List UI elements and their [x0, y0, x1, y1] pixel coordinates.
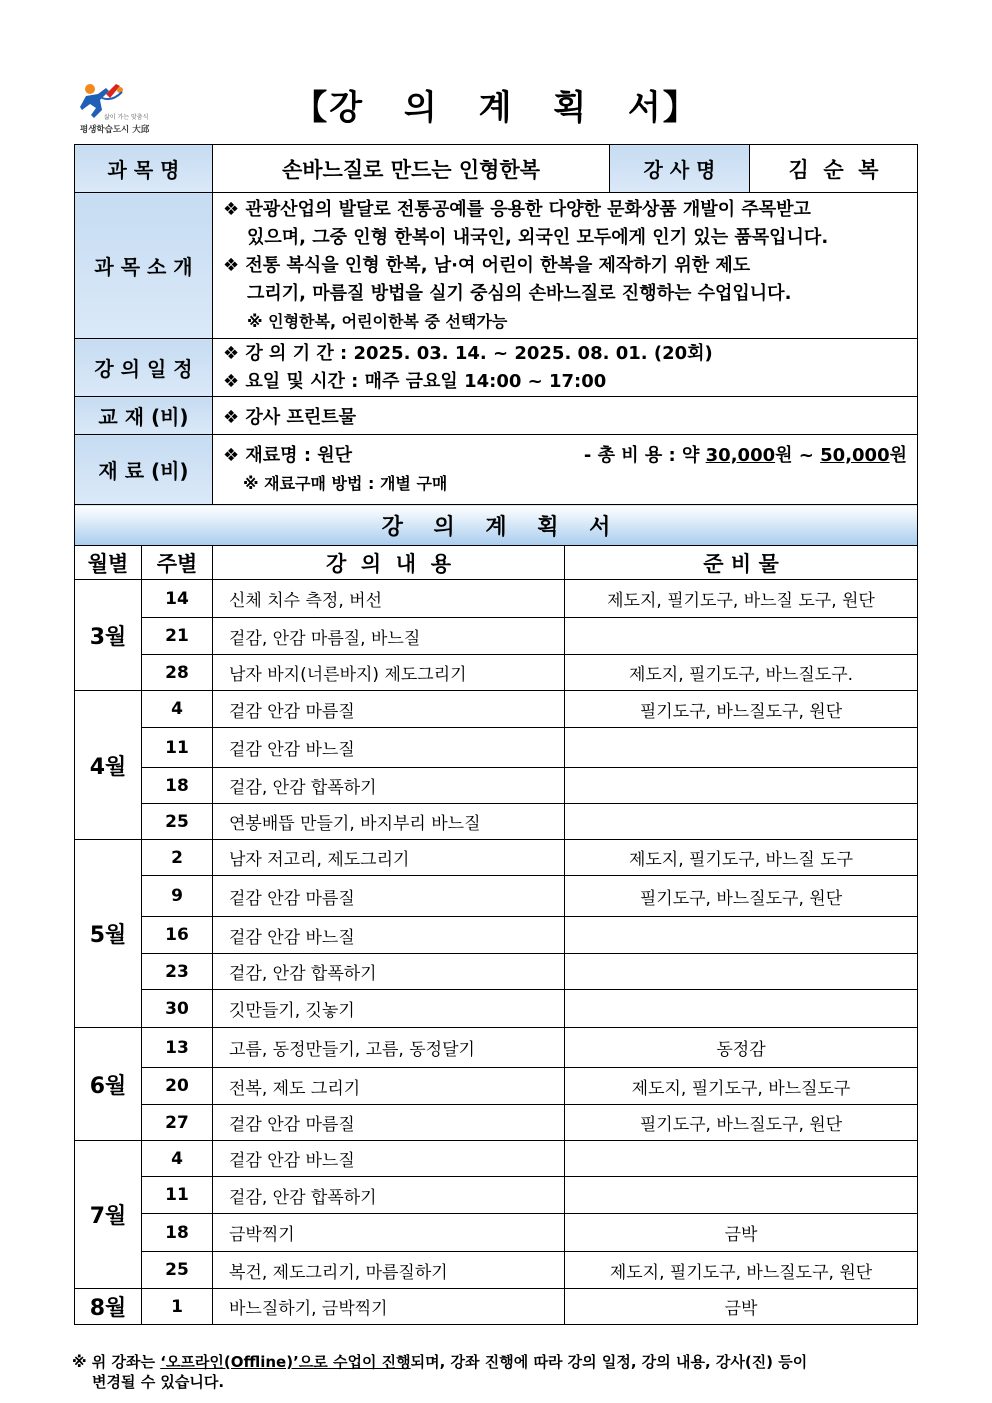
intro-label: 과 목 소 개 — [75, 193, 213, 339]
schedule-row — [75, 1252, 918, 1289]
week-cell: 1 — [142, 1289, 213, 1325]
schedule-row — [75, 954, 918, 990]
time-text: ❖ 요일 및 시간 : 매주 금요일 14:00 ~ 17:00 — [223, 370, 607, 392]
col-content-header: 강 의 내 용 — [213, 546, 565, 580]
schedule-row — [75, 917, 918, 954]
prep-cell — [565, 618, 918, 655]
content-cell: 남자 바지(너른바지) 제도그리기 — [213, 655, 565, 691]
schedule-label: 강 의 일 정 — [75, 339, 213, 397]
footer-line2: 변경될 수 있습니다. — [92, 1373, 225, 1391]
week-cell: 16 — [142, 917, 213, 954]
schedule-row — [75, 1214, 918, 1252]
intro-line: 있으며, 그중 인형 한복이 내국인, 외국인 모두에게 인기 있는 품목입니다. — [247, 226, 829, 248]
content-cell: 겉감 안감 마름질 — [213, 1105, 565, 1141]
month-cell: 8월 — [75, 1289, 142, 1325]
schedule-row — [75, 1068, 918, 1105]
week-cell: 9 — [142, 876, 213, 917]
intro-line: ❖ 관광산업의 발달로 전통공예를 응용한 다양한 문화상품 개발이 주목받고 — [223, 198, 811, 220]
content-cell: 겉감 안감 바느질 — [213, 728, 565, 768]
schedule-row — [75, 1141, 918, 1177]
week-cell: 11 — [142, 728, 213, 768]
prep-cell — [565, 917, 918, 954]
schedule-row — [75, 1289, 918, 1325]
week-cell: 11 — [142, 1177, 213, 1214]
content-cell: 바느질하기, 금박찍기 — [213, 1289, 565, 1325]
prep-cell: 금박 — [565, 1289, 918, 1325]
content-cell: 겉감, 안감 합폭하기 — [213, 1177, 565, 1214]
content-cell: 신체 치수 측정, 버선 — [213, 580, 565, 618]
content-cell: 고름, 동정만들기, 고름, 동정달기 — [213, 1028, 565, 1068]
month-cell: 3월 — [75, 580, 142, 691]
week-cell: 25 — [142, 1252, 213, 1289]
prep-cell: 제도지, 필기도구, 바느질 도구 — [565, 840, 918, 876]
schedule-row — [75, 580, 918, 618]
intro-line: ❖ 전통 복식을 인형 한복, 남·여 어린이 한복을 제작하기 위한 제도 — [223, 254, 751, 276]
content-cell: 겉감 안감 바느질 — [213, 1141, 565, 1177]
instructor-value: 김 순 복 — [750, 145, 918, 193]
prep-cell: 동정감 — [565, 1028, 918, 1068]
intro-row — [75, 193, 918, 339]
content-cell: 금박찍기 — [213, 1214, 565, 1252]
week-cell: 14 — [142, 580, 213, 618]
col-month-header: 월별 — [75, 546, 142, 580]
week-cell: 2 — [142, 840, 213, 876]
content-cell: 전복, 제도 그리기 — [213, 1068, 565, 1105]
textbook-row — [75, 397, 918, 435]
content-cell: 겉감 안감 마름질 — [213, 691, 565, 728]
schedule-row — [75, 1105, 918, 1141]
plan-band-row — [75, 505, 918, 546]
intro-note: ※ 인형한복, 어린이한복 중 선택가능 — [247, 311, 508, 331]
prep-cell: 제도지, 필기도구, 바느질도구 — [565, 1068, 918, 1105]
schedule-row — [75, 618, 918, 655]
content-cell: 겉감, 안감 마름질, 바느질 — [213, 618, 565, 655]
week-cell: 21 — [142, 618, 213, 655]
col-week-header: 주별 — [142, 546, 213, 580]
content-cell: 겉감, 안감 합폭하기 — [213, 768, 565, 804]
schedule-row — [75, 990, 918, 1028]
page-title: 【강 의 계 획 서】 — [293, 88, 699, 128]
prep-cell — [565, 1177, 918, 1214]
content-cell: 복건, 제도그리기, 마름질하기 — [213, 1252, 565, 1289]
prep-cell — [565, 990, 918, 1028]
column-header-row — [75, 546, 918, 580]
plan-band-title: 강 의 계 획 서 — [75, 505, 918, 546]
course-info-table — [74, 144, 918, 505]
prep-cell: 제도지, 필기도구, 바느질도구. — [565, 655, 918, 691]
week-cell: 18 — [142, 1214, 213, 1252]
intro-line: 그리기, 마름질 방법을 실기 중심의 손바느질로 진행하는 수업입니다. — [247, 282, 792, 304]
week-cell: 27 — [142, 1105, 213, 1141]
prep-cell: 제도지, 필기도구, 바느질도구, 원단 — [565, 1252, 918, 1289]
logo-name: 평생학습도시 大邱 — [80, 125, 150, 135]
prep-cell — [565, 804, 918, 840]
textbook-value: ❖ 강사 프린트물 — [213, 397, 918, 435]
material-value — [213, 435, 918, 505]
material-name: ❖ 재료명 : 원단 — [223, 444, 353, 466]
prep-cell: 금박 — [565, 1214, 918, 1252]
schedule-row — [75, 1177, 918, 1214]
prep-cell — [565, 1141, 918, 1177]
logo-tagline: 삶이 가는 맞춤식 — [104, 114, 149, 121]
prep-cell — [565, 954, 918, 990]
content-cell: 남자 저고리, 제도그리기 — [213, 840, 565, 876]
week-cell: 18 — [142, 768, 213, 804]
footer-note: ※ 위 강좌는 ‘오프라인(Offline)’으로 수업이 진행되며, 강좌 진행에 따라 강의 일정, 강의 내용, 강사(진) 등이 변경될 수 있습니다. — [72, 1352, 912, 1392]
schedule-row — [75, 876, 918, 917]
offline-notice: ‘오프라인(Offline)’으로 수업이 진행 — [160, 1353, 411, 1371]
prep-cell: 필기도구, 바느질도구, 원단 — [565, 876, 918, 917]
schedule-row — [75, 1028, 918, 1068]
month-cell: 4월 — [75, 691, 142, 840]
schedule-row — [75, 339, 918, 397]
content-cell: 겉감 안감 마름질 — [213, 876, 565, 917]
week-cell: 28 — [142, 655, 213, 691]
month-cell: 5월 — [75, 840, 142, 1028]
period-text: ❖ 강 의 기 간 : 2025. 03. 14. ~ 2025. 08. 01. (20회) — [223, 342, 713, 364]
week-cell: 13 — [142, 1028, 213, 1068]
textbook-label: 교 재 (비) — [75, 397, 213, 435]
schedule-row — [75, 655, 918, 691]
week-cell: 4 — [142, 691, 213, 728]
prep-cell: 필기도구, 바느질도구, 원단 — [565, 691, 918, 728]
material-line — [223, 442, 907, 470]
intro-value — [213, 193, 918, 339]
schedule-value — [213, 339, 918, 397]
lecture-plan-table — [74, 504, 918, 1325]
material-cost: - 총 비 용 : 약 30,000원 ~ 50,000원 — [583, 444, 907, 466]
schedule-row — [75, 768, 918, 804]
prep-cell — [565, 768, 918, 804]
month-cell: 7월 — [75, 1141, 142, 1289]
prep-cell: 필기도구, 바느질도구, 원단 — [565, 1105, 918, 1141]
subject-label: 과 목 명 — [75, 145, 213, 193]
schedule-row — [75, 728, 918, 768]
week-cell: 30 — [142, 990, 213, 1028]
schedule-row — [75, 840, 918, 876]
material-label: 재 료 (비) — [75, 435, 213, 505]
content-cell: 연봉배뜹 만들기, 바지부리 바느질 — [213, 804, 565, 840]
content-cell: 겉감, 안감 합폭하기 — [213, 954, 565, 990]
content-cell: 겉감 안감 바느질 — [213, 917, 565, 954]
content-cell: 깃만들기, 깃놓기 — [213, 990, 565, 1028]
subject-value: 손바느질로 만드는 인형한복 — [213, 145, 610, 193]
month-cell: 6월 — [75, 1028, 142, 1141]
purchase-method: ※ 재료구매 방법 : 개별 구매 — [243, 473, 448, 493]
material-row — [75, 435, 918, 505]
prep-cell: 제도지, 필기도구, 바느질 도구, 원단 — [565, 580, 918, 618]
schedule-row — [75, 804, 918, 840]
col-prep-header: 준 비 물 — [565, 546, 918, 580]
week-cell: 4 — [142, 1141, 213, 1177]
prep-cell — [565, 728, 918, 768]
schedule-row — [75, 691, 918, 728]
week-cell: 23 — [142, 954, 213, 990]
week-cell: 20 — [142, 1068, 213, 1105]
subject-row — [75, 145, 918, 193]
week-cell: 25 — [142, 804, 213, 840]
instructor-label: 강 사 명 — [610, 145, 750, 193]
